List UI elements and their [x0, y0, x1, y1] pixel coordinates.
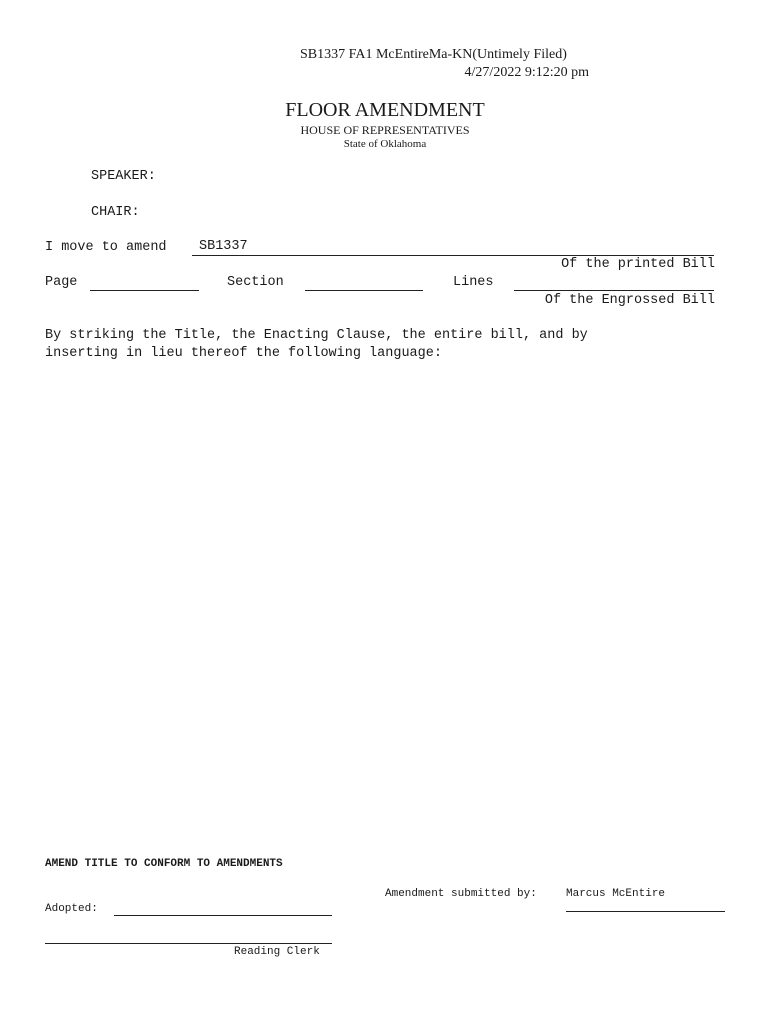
amendment-text-line: By striking the Title, the Enacting Clause, the entire bill, and by — [45, 328, 588, 343]
speaker-label: SPEAKER: — [91, 169, 156, 184]
document-id: SB1337 FA1 McEntireMa-KN(Untimely Filed) — [300, 47, 567, 62]
bill-underline — [192, 255, 714, 256]
amend-title-heading: AMEND TITLE TO CONFORM TO AMENDMENTS — [45, 858, 283, 870]
chair-label: CHAIR: — [91, 205, 140, 220]
adopted-signature-line — [114, 915, 332, 916]
state-name: State of Oklahoma — [343, 138, 427, 150]
printed-bill-label: Of the printed Bill — [561, 257, 715, 272]
submitted-by-label: Amendment submitted by: — [385, 888, 537, 900]
clerk-signature-line — [45, 943, 332, 944]
filed-timestamp: 4/27/2022 9:12:20 pm — [464, 65, 589, 80]
move-to-amend-label: I move to amend — [45, 240, 167, 255]
page-label: Page — [45, 275, 78, 290]
lines-field-line — [514, 290, 714, 291]
bill-number: SB1337 — [199, 239, 248, 254]
reading-clerk-label: Reading Clerk — [234, 946, 320, 958]
engrossed-bill-label: Of the Engrossed Bill — [544, 293, 715, 308]
amendment-text-line: inserting in lieu thereof the following language: — [45, 346, 442, 361]
page-field-line — [90, 290, 199, 291]
submitter-name: Marcus McEntire — [566, 888, 666, 900]
adopted-label: Adopted: — [45, 903, 98, 915]
lines-label: Lines — [453, 275, 494, 290]
submitter-signature-line — [566, 911, 725, 912]
section-label: Section — [227, 275, 284, 290]
section-field-line — [305, 290, 423, 291]
page-title: FLOOR AMENDMENT — [285, 99, 485, 121]
chamber-name: HOUSE OF REPRESENTATIVES — [300, 123, 470, 137]
